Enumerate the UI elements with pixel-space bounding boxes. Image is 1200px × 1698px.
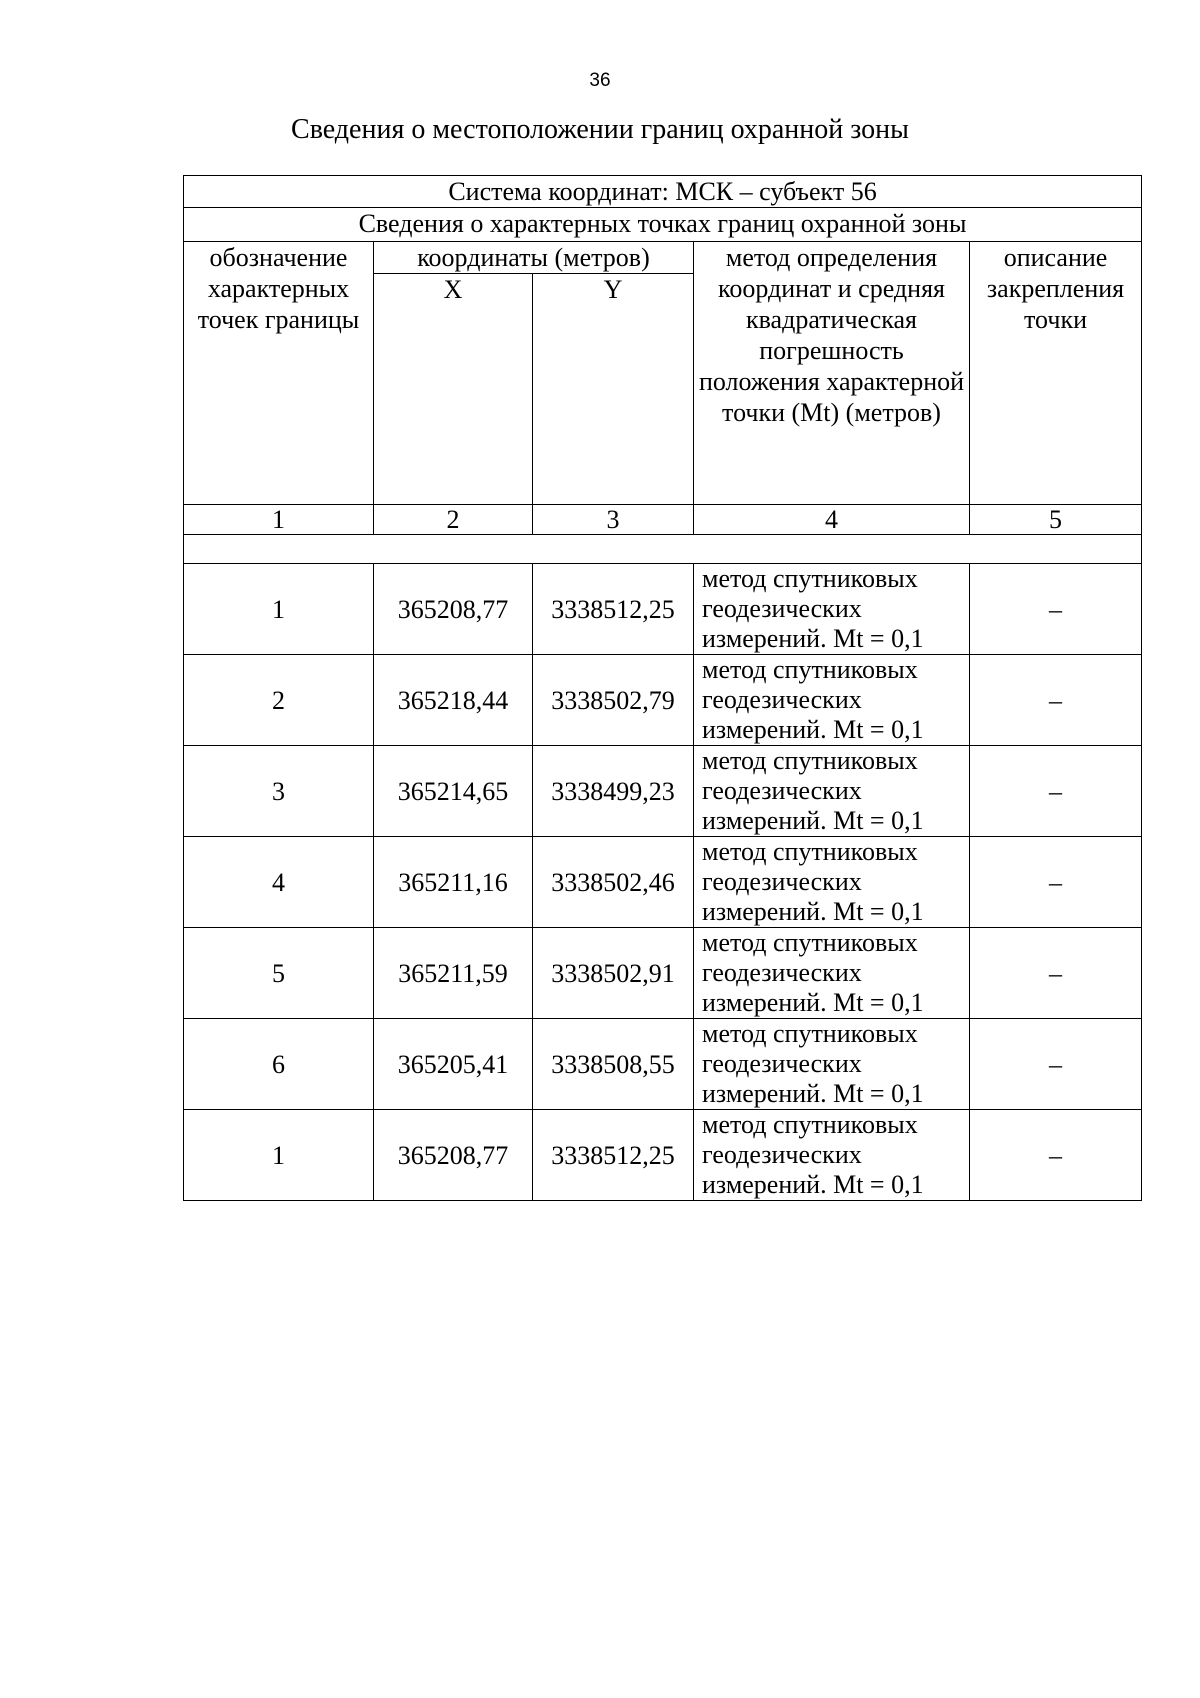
- column-number: 1: [184, 505, 374, 535]
- method-cell: метод спутниковых геодезических измерений. Mt = 0,1: [694, 837, 970, 928]
- point-cell: 5: [184, 928, 374, 1019]
- table-row: [184, 564, 1142, 655]
- x-coordinate-cell: 365218,44: [374, 655, 533, 746]
- table-row: [184, 655, 1142, 746]
- description-cell: –: [970, 1019, 1142, 1110]
- table-header-row: [184, 242, 1142, 274]
- y-coordinate-cell: 3338499,23: [533, 746, 694, 837]
- y-coordinate-cell: 3338512,25: [533, 564, 694, 655]
- point-cell: 1: [184, 564, 374, 655]
- method-cell: метод спутниковых геодезических измерений. Mt = 0,1: [694, 746, 970, 837]
- description-cell: –: [970, 1110, 1142, 1201]
- table-row: [184, 1110, 1142, 1201]
- x-coordinate-cell: 365214,65: [374, 746, 533, 837]
- table-row: [184, 928, 1142, 1019]
- description-cell: –: [970, 928, 1142, 1019]
- point-cell: 6: [184, 1019, 374, 1110]
- blank-row: [184, 535, 1142, 564]
- column-number: 2: [374, 505, 533, 535]
- column-number: 5: [970, 505, 1142, 535]
- x-coordinate-cell: 365208,77: [374, 564, 533, 655]
- method-cell: метод спутниковых геодезических измерений. Mt = 0,1: [694, 564, 970, 655]
- description-cell: –: [970, 655, 1142, 746]
- y-coordinate-cell: 3338502,46: [533, 837, 694, 928]
- x-coordinate-cell: 365211,16: [374, 837, 533, 928]
- table-row: [184, 1019, 1142, 1110]
- table-row: [184, 837, 1142, 928]
- header-description: описание закрепления точки: [970, 242, 1142, 505]
- header-y: Y: [533, 274, 694, 505]
- method-cell: метод спутниковых геодезических измерений. Mt = 0,1: [694, 1110, 970, 1201]
- y-coordinate-cell: 3338508,55: [533, 1019, 694, 1110]
- coordinate-system-cell: Система координат: МСК – субъект 56: [184, 176, 1142, 208]
- header-x: X: [374, 274, 533, 505]
- method-cell: метод спутниковых геодезических измерений. Mt = 0,1: [694, 655, 970, 746]
- point-cell: 2: [184, 655, 374, 746]
- description-cell: –: [970, 564, 1142, 655]
- table-row: [184, 746, 1142, 837]
- boundary-points-table: [183, 175, 1142, 1201]
- section-heading-row: [184, 208, 1142, 242]
- y-coordinate-cell: 3338502,91: [533, 928, 694, 1019]
- x-coordinate-cell: 365205,41: [374, 1019, 533, 1110]
- page-number: 36: [589, 70, 611, 91]
- column-number-row: [184, 505, 1142, 535]
- header-coordinates: координаты (метров): [374, 242, 694, 274]
- column-number: 3: [533, 505, 694, 535]
- x-coordinate-cell: 365211,59: [374, 928, 533, 1019]
- method-cell: метод спутниковых геодезических измерений. Mt = 0,1: [694, 1019, 970, 1110]
- point-cell: 4: [184, 837, 374, 928]
- x-coordinate-cell: 365208,77: [374, 1110, 533, 1201]
- coordinate-system-row: [184, 176, 1142, 208]
- section-heading-cell: Сведения о характерных точках границ охранной зоны: [184, 208, 1142, 242]
- header-method: метод определения координат и средняя квадратическая погрешность положения характерной точки (Mt) (метров): [694, 242, 970, 505]
- column-number: 4: [694, 505, 970, 535]
- y-coordinate-cell: 3338502,79: [533, 655, 694, 746]
- point-cell: 1: [184, 1110, 374, 1201]
- header-designation: обозначение характерных точек границы: [184, 242, 374, 505]
- blank-cell: [184, 535, 1142, 564]
- description-cell: –: [970, 837, 1142, 928]
- document-title: Сведения о местоположении границ охранной зоны: [291, 114, 909, 145]
- method-cell: метод спутниковых геодезических измерений. Mt = 0,1: [694, 928, 970, 1019]
- y-coordinate-cell: 3338512,25: [533, 1110, 694, 1201]
- point-cell: 3: [184, 746, 374, 837]
- description-cell: –: [970, 746, 1142, 837]
